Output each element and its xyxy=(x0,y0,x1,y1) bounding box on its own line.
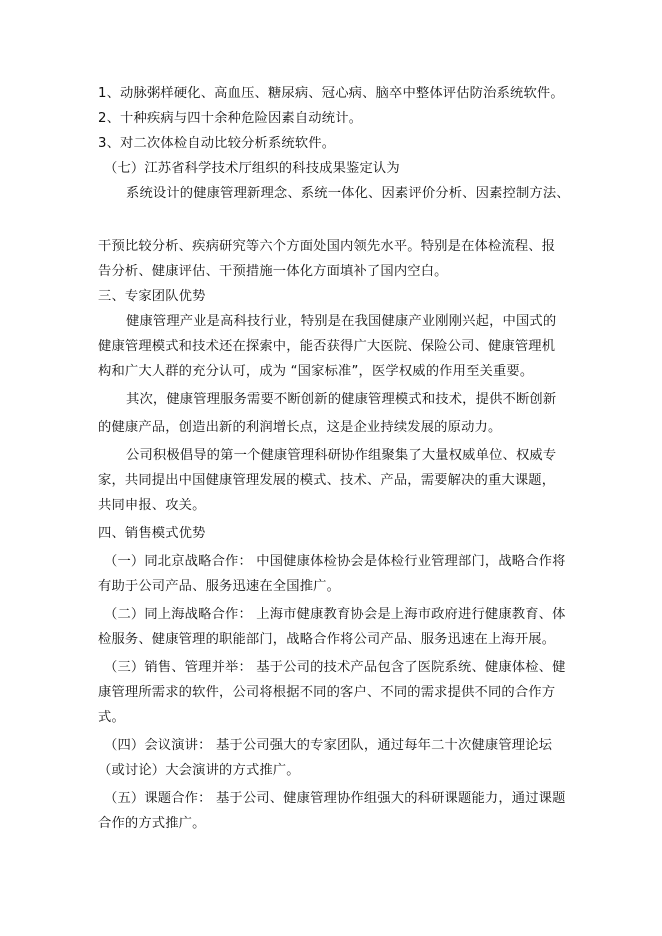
section-heading-sales-model: 四、销售模式优势 xyxy=(98,526,206,541)
paragraph-line: （五）课题合作： 基于公司、健康管理协作组强大的科研课题能力，通过课题 xyxy=(104,791,566,806)
paragraph-line: 家，共同提出中国健康管理发展的模式、技术、产品，需要解决的重大课题， xyxy=(98,473,556,488)
section-heading-7: （七）江苏省科学技术厅组织的科技成果鉴定认为 xyxy=(104,161,400,176)
list-item-1: 1、动脉粥样硬化、高血压、糖尿病、冠心病、脑卒中整体评估防治系统软件。 xyxy=(98,86,564,101)
paragraph-line: 干预比较分析、疾病研究等六个方面处国内领先水平。特别是在体检流程、报 xyxy=(98,239,556,254)
paragraph-line: （三）销售、管理并举： 基于公司的技术产品包含了医院系统、健康体检、健 xyxy=(104,660,566,675)
paragraph-line: 有助于公司产品、服务迅速在全国推广。 xyxy=(98,579,341,594)
paragraph-line: 式。 xyxy=(98,710,125,725)
paragraph-line: 系统设计的健康管理新理念、系统一体化、因素评价分析、因素控制方法、 xyxy=(126,186,570,201)
paragraph-line: 健康管理模式和技术还在探索中，能否获得广大医院、保险公司、健康管理机 xyxy=(98,339,556,354)
paragraph-line: 康管理所需求的软件，公司将根据不同的客户、不同的需求提供不同的合作方 xyxy=(98,685,556,700)
list-item-3: 3、对二次体检自动比较分析系统软件。 xyxy=(98,136,336,151)
paragraph-line: 其次，健康管理服务需要不断创新的健康管理模式和技术，提供不断创新 xyxy=(126,392,557,407)
paragraph-line: 告分析、健康评估、干预措施一体化方面填补了国内空白。 xyxy=(98,264,448,279)
paragraph-line: （二）同上海战略合作： 上海市健康教育协会是上海市政府进行健康教育、体 xyxy=(104,607,566,622)
paragraph-line: 的健康产品，创造出新的利润增长点，这是企业持续发展的原动力。 xyxy=(98,420,502,435)
paragraph-line: 健康管理产业是高科技行业，特别是在我国健康产业刚刚兴起，中国式的 xyxy=(126,314,557,329)
paragraph-line: （四）会议演讲： 基于公司强大的专家团队，通过每年二十次健康管理论坛 xyxy=(104,738,553,753)
paragraph-line: 构和广大人群的充分认可，成为 “国家标准”，医学权威的作用至关重要。 xyxy=(98,364,534,379)
paragraph-line: （或讨论）大会演讲的方式推广。 xyxy=(98,763,300,778)
paragraph-line: 合作的方式推广。 xyxy=(98,816,206,831)
paragraph-line: （一）同北京战略合作： 中国健康体检协会是体检行业管理部门，战略合作将 xyxy=(104,554,566,569)
paragraph-line: 共同申报、攻关。 xyxy=(98,498,206,513)
section-heading-expert-team: 三、专家团队优势 xyxy=(98,289,206,304)
paragraph-line: 公司积极倡导的第一个健康管理科研协作组聚集了大量权威单位、权威专 xyxy=(126,448,557,463)
paragraph-line: 检服务、健康管理的职能部门，战略合作将公司产品、服务迅速在上海开展。 xyxy=(98,632,556,647)
list-item-2: 2、十种疾病与四十余种危险因素自动统计。 xyxy=(98,111,363,126)
